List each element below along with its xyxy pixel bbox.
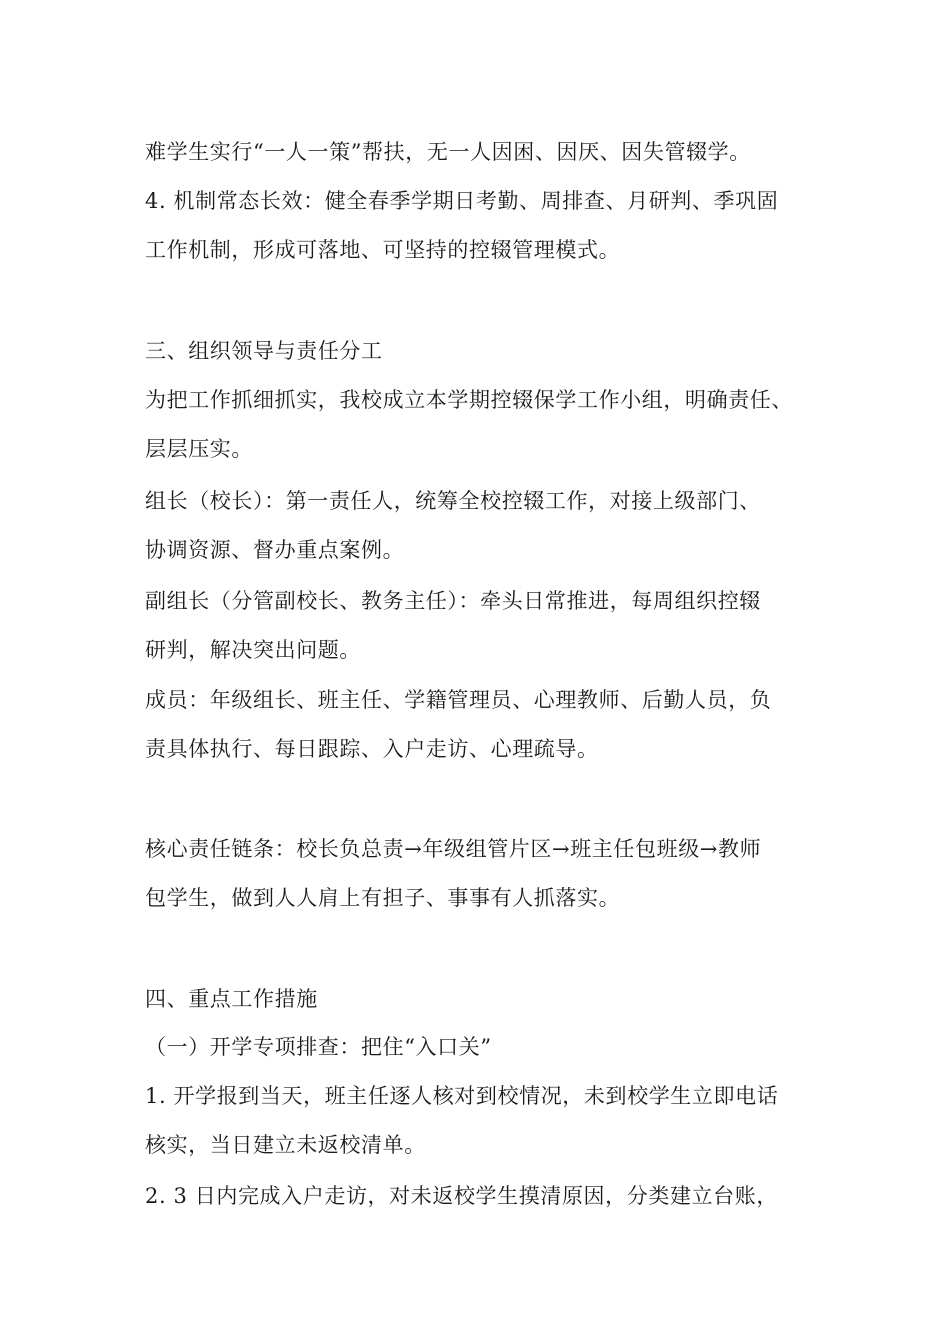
text-line: 1. 开学报到当天，班主任逐人核对到校情况，未到校学生立即电话 xyxy=(145,1084,779,1108)
text-line: 4. 机制常态长效：健全春季学期日考勤、周排查、月研判、季巩固 xyxy=(145,189,779,213)
section-heading: 四、重点工作措施 xyxy=(145,987,318,1011)
text-line: 责具体执行、每日跟踪、入户走访、心理疏导。 xyxy=(145,737,599,761)
text-line: 组长（校长）：第一责任人，统筹全校控辍工作，对接上级部门、 xyxy=(145,489,761,513)
text-line: 工作机制，形成可落地、可坚持的控辍管理模式。 xyxy=(145,238,621,262)
text-line: 核实，当日建立未返校清单。 xyxy=(145,1133,426,1157)
text-line: 成员：年级组长、班主任、学籍管理员、心理教师、后勤人员，负 xyxy=(145,688,772,712)
section-heading: 三、组织领导与责任分工 xyxy=(145,339,383,363)
text-line: 为把工作抓细抓实，我校成立本学期控辍保学工作小组，明确责任、 xyxy=(145,388,793,412)
text-line: 协调资源、督办重点案例。 xyxy=(145,538,405,562)
text-line: 2. 3 日内完成入户走访，对未返校学生摸清原因，分类建立台账， xyxy=(145,1184,778,1208)
text-line: 研判，解决突出问题。 xyxy=(145,638,361,662)
text-line: 难学生实行“一人一策”帮扶，无一人因困、因厌、因失管辍学。 xyxy=(145,140,751,164)
text-line: 核心责任链条：校长负总责→年级组管片区→班主任包班级→教师 xyxy=(145,837,762,861)
text-line: 层层压实。 xyxy=(145,437,253,461)
subsection-heading: （一）开学专项排查：把住“入口关” xyxy=(145,1035,492,1059)
text-line: 副组长（分管副校长、教务主任）：牵头日常推进，每周组织控辍 xyxy=(145,589,761,613)
text-line: 包学生，做到人人肩上有担子、事事有人抓落实。 xyxy=(145,886,621,910)
